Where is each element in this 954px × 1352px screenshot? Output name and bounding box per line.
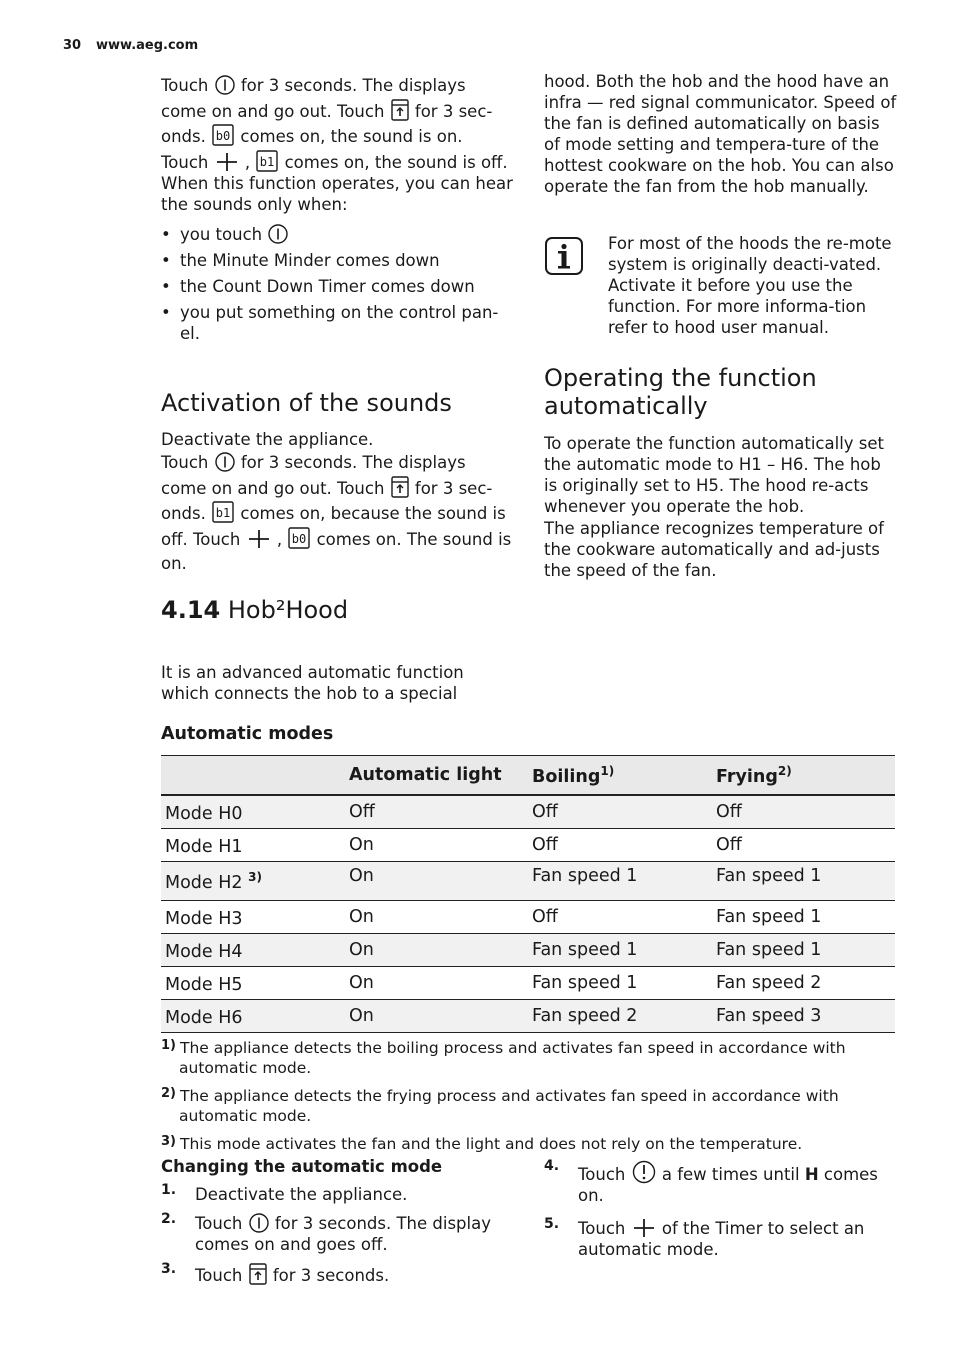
cell-boiling: Fan speed 1 (528, 967, 712, 1000)
activation-heading: Activation of the sounds (161, 389, 452, 417)
activation-p2: Touch for 3 seconds. The displays come on and go out. Touch for 3 sec-onds. b1 comes on, because the sound is off. Touch , b0 comes on. The sound is on. (161, 453, 512, 573)
modes-table-wrap (161, 755, 895, 1033)
cell-frying: Off (712, 829, 895, 862)
right-paragraph-3: The appliance recognizes temperature of the cookware automatically and ad-justs the speed of the fan. (544, 519, 884, 580)
power-icon (215, 452, 235, 472)
svg-text:b0: b0 (292, 531, 307, 546)
timer-alert-icon (632, 1160, 656, 1184)
list-item: 3. Touch for 3 seconds. (161, 1261, 390, 1285)
cell-mode: Mode H6 (161, 1000, 345, 1033)
info-icon (544, 236, 584, 276)
intro-block (161, 74, 516, 349)
cell-boiling: Fan speed 1 (528, 862, 712, 901)
cell-mode: Mode H2 $^{3)}$ (161, 862, 345, 901)
right-paragraph-2: To operate the function automatically set the automatic mode to H1 – H6. The hob is originally set to H5. The hood re-acts whenever you operate the hob. (544, 434, 885, 516)
cell-light: Off (345, 795, 528, 829)
cell-light: On (345, 829, 528, 862)
cell-light: On (345, 1000, 528, 1033)
cell-boiling: Off (528, 829, 712, 862)
cell-light: On (345, 934, 528, 967)
cell-mode: Mode H4 (161, 934, 345, 967)
cell-boiling: Fan speed 1 (528, 934, 712, 967)
cell-mode: Mode H3 (161, 901, 345, 934)
intro-paragraph-2: Touch , b1 comes on, the sound is off. (161, 150, 516, 173)
cell-boiling: Fan speed 2 (528, 1000, 712, 1033)
list-item: 1. Deactivate the appliance. (161, 1182, 408, 1204)
page-number: 30 (63, 38, 82, 53)
table-row (161, 967, 895, 1000)
header-frying: Frying$^{2)}$ (712, 756, 895, 796)
cell-light: On (345, 967, 528, 1000)
cell-frying: Fan speed 2 (712, 967, 895, 1000)
list-item: • the Minute Minder comes down (161, 250, 516, 271)
header-url[interactable]: www.aeg.com (96, 38, 199, 53)
cell-frying: Fan speed 3 (712, 1000, 895, 1033)
power-icon (215, 75, 235, 95)
section-number: 4.14 (161, 596, 221, 624)
info-note (544, 233, 899, 338)
table-title: Automatic modes (161, 724, 334, 744)
lock-key-icon (391, 476, 409, 498)
intro-paragraph-3: When this function operates, you can hear the sounds only when: (161, 173, 513, 214)
table-row (161, 901, 895, 934)
activation-block (161, 429, 516, 577)
svg-text:b0: b0 (215, 129, 231, 143)
table-row (161, 934, 895, 967)
right-paragraph-1: hood. Both the hob and the hood have an infra — red signal communicator. Speed of the fan is defined automatically on basis of mode setting and tempera-ture of the hottest cookware on the hob. You can also operate the fan from the hob manually. (544, 72, 897, 196)
cell-light: On (345, 901, 528, 934)
cell-frying: Fan speed 1 (712, 934, 895, 967)
cell-boiling: Off (528, 795, 712, 829)
display-b1-icon (212, 501, 234, 523)
header-light: Automatic light (345, 756, 528, 796)
intro-paragraph: Touch for 3 seconds. The displays come on and go out. Touch for 3 sec-onds. b0 comes on, the sound is on. (161, 76, 493, 146)
cell-mode: Mode H1 (161, 829, 345, 862)
list-item: • you put something on the control pan-el. (161, 302, 516, 344)
display-b0-icon (288, 527, 310, 549)
cell-frying: Off (712, 795, 895, 829)
table-row (161, 829, 895, 862)
lock-key-icon (249, 1263, 267, 1285)
power-icon (249, 1213, 269, 1233)
display-b0-icon (212, 124, 234, 146)
cell-frying: Fan speed 1 (712, 901, 895, 934)
table-header-row (161, 756, 895, 796)
table-row (161, 795, 895, 829)
cell-mode: Mode H5 (161, 967, 345, 1000)
power-icon (268, 224, 288, 244)
changing-steps-right (544, 1160, 894, 1268)
header-boiling: Boiling$^{1)}$ (528, 756, 712, 796)
plus-icon (632, 1218, 656, 1238)
footnotes (161, 1036, 881, 1154)
section-heading (161, 596, 516, 624)
cell-mode: Mode H0 (161, 795, 345, 829)
section-title: Hob²Hood (227, 596, 349, 624)
header-mode (161, 756, 345, 796)
activation-p1: Deactivate the appliance. (161, 430, 374, 449)
table-row (161, 862, 895, 901)
cell-boiling: Off (528, 901, 712, 934)
list-item: 4. Touch a few times until H comes on. (544, 1158, 878, 1205)
footnote: $^{2)}$ The appliance detects the frying process and activates fan speed in accordance with automatic mode. (161, 1086, 839, 1125)
svg-text:b1: b1 (215, 506, 231, 520)
cell-light: On (345, 862, 528, 901)
info-text: For most of the hoods the re-mote system is originally deacti-vated. Activate it before you use the function. For more informa-tion refer to hood user manual. (608, 234, 892, 337)
list-item: 5. Touch of the Timer to select an automatic mode. (544, 1216, 865, 1259)
footnote: $^{1)}$ The appliance detects the boiling process and activates fan speed in accordance with automatic mode. (161, 1038, 846, 1077)
changing-heading: Changing the automatic mode (161, 1157, 443, 1176)
automatic-modes-table (161, 755, 895, 1033)
list-item: 2. Touch for 3 seconds. The display comes on and goes off. (161, 1211, 491, 1254)
plus-icon (215, 152, 239, 172)
plus-icon (247, 529, 271, 549)
footnote: $^{3)}$ This mode activates the fan and the light and does not rely on the temperature. (161, 1134, 803, 1153)
table-row (161, 1000, 895, 1033)
list-item: • the Count Down Timer comes down (161, 276, 516, 297)
display-b1-icon (256, 150, 278, 172)
svg-text:b1: b1 (260, 154, 275, 169)
sound-conditions-list (161, 224, 516, 344)
lock-key-icon (391, 99, 409, 121)
section-intro: It is an advanced automatic function which connects the hob to a special (161, 663, 464, 703)
cell-frying: Fan speed 1 (712, 862, 895, 901)
operating-heading: Operating the function automatically (544, 364, 817, 420)
changing-steps-left (161, 1184, 516, 1294)
list-item: • you touch (161, 224, 516, 245)
